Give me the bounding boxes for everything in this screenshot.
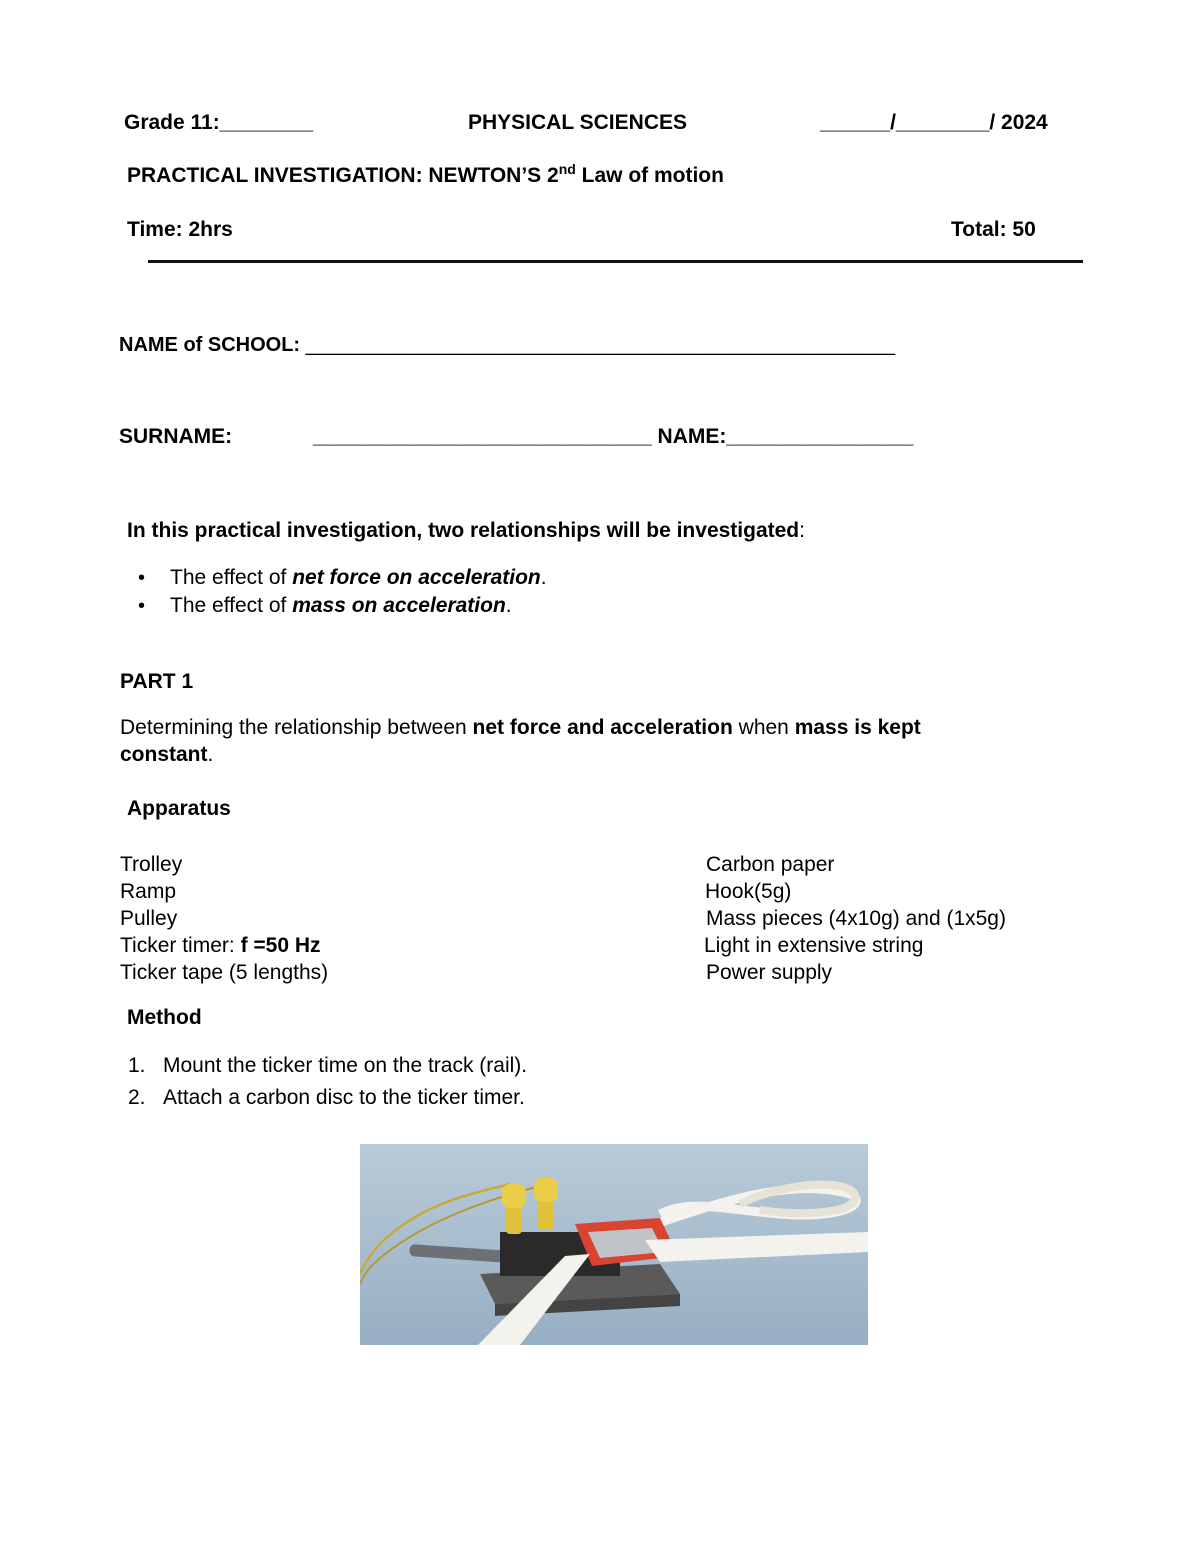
- school-field[interactable]: [119, 334, 895, 357]
- total-label: Total: 50: [951, 218, 1036, 241]
- intro-heading-colon: :: [799, 519, 805, 542]
- step-text: Attach a carbon disc to the ticker timer.: [163, 1086, 525, 1109]
- apparatus-item: Mass pieces (4x10g) and (1x5g): [706, 907, 1006, 930]
- apparatus-heading: Apparatus: [127, 797, 231, 820]
- subject-title: PHYSICAL SCIENCES: [468, 111, 687, 134]
- grade-field: Grade 11:________: [124, 111, 314, 134]
- surname-label: SURNAME:: [119, 425, 233, 448]
- title-superscript: nd: [558, 161, 576, 177]
- intro-heading: [127, 519, 805, 543]
- apparatus-item: Ramp: [120, 880, 177, 903]
- title-main: PRACTICAL INVESTIGATION: NEWTON’S 2: [127, 164, 559, 187]
- ticker-frequency: f =50 Hz: [240, 934, 321, 957]
- apparatus-item: Power supply: [706, 961, 833, 984]
- bullet-end: .: [540, 566, 547, 589]
- step-text: Mount the ticker time on the track (rail).: [163, 1054, 528, 1077]
- header-divider: [148, 260, 1083, 263]
- desc-bold: net force and acceleration: [472, 716, 733, 739]
- desc-text: Determining the relationship between: [120, 716, 473, 739]
- apparatus-left-list: [120, 851, 328, 986]
- desc-bold: constant: [120, 743, 208, 766]
- intro-bullets: [130, 564, 547, 620]
- ticker-timer-label: Ticker timer:: [120, 934, 241, 957]
- name-label: NAME:: [651, 425, 727, 448]
- ticker-timer-illustration: [360, 1144, 868, 1345]
- surname-line[interactable]: _____________________________: [313, 425, 652, 448]
- bullet-text: The effect of: [170, 594, 293, 617]
- time-label: Time: 2hrs: [127, 218, 233, 241]
- part1-description-line1: [120, 716, 921, 740]
- part1-title: PART 1: [120, 670, 194, 693]
- apparatus-item: Ticker tape (5 lengths): [120, 961, 329, 984]
- step-number: 2.: [128, 1086, 146, 1109]
- surname-name-fields[interactable]: [313, 425, 913, 449]
- bullet-item: [130, 564, 547, 592]
- apparatus-item: Trolley: [120, 853, 183, 876]
- desc-text: when: [732, 716, 795, 739]
- desc-text: .: [207, 743, 214, 766]
- ticker-timer-photo: [360, 1144, 868, 1345]
- name-line[interactable]: ________________: [726, 425, 914, 448]
- apparatus-item: Light in extensive string: [704, 934, 924, 957]
- method-step: [128, 1082, 527, 1114]
- apparatus-item: Carbon paper: [706, 853, 835, 876]
- step-number: 1.: [128, 1054, 146, 1077]
- date-field: ______/________/ 2024: [820, 111, 1048, 134]
- intro-heading-text: In this practical investigation, two relationships will be investigated: [127, 519, 800, 542]
- title-end: Law of motion: [575, 164, 724, 187]
- bullet-item: [130, 592, 547, 620]
- method-steps: [128, 1050, 527, 1114]
- bullet-emphasis: mass on acceleration: [292, 594, 506, 617]
- apparatus-item: Pulley: [120, 907, 178, 930]
- apparatus-item: [120, 932, 328, 959]
- desc-bold: mass is kept: [794, 716, 921, 739]
- part1-description-line2: [120, 743, 213, 767]
- method-heading: Method: [127, 1006, 202, 1029]
- bullet-emphasis: net force on acceleration: [292, 566, 541, 589]
- apparatus-right-list: [706, 851, 1006, 986]
- apparatus-item: Hook(5g): [705, 880, 792, 903]
- practical-title: [127, 161, 724, 188]
- bullet-text: The effect of: [170, 566, 293, 589]
- school-label: NAME of SCHOOL:: [119, 334, 306, 356]
- school-line[interactable]: _____________________________________________________: [305, 334, 896, 356]
- method-step: [128, 1050, 527, 1082]
- bullet-end: .: [505, 594, 512, 617]
